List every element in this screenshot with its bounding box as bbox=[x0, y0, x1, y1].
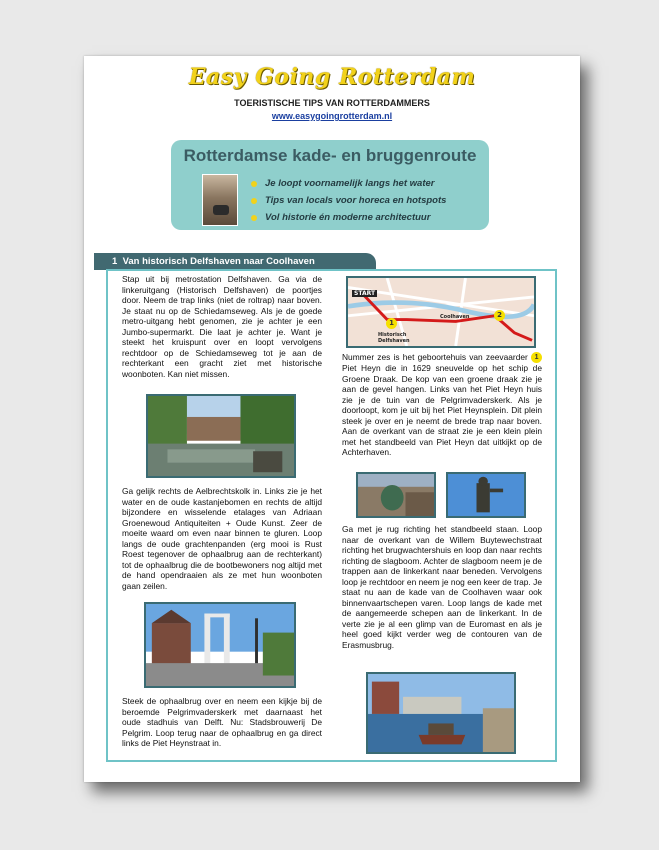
route-bullet-text: Je loopt voornamelijk langs het water bbox=[265, 178, 435, 189]
paragraph-3: Steek de ophaalbrug over en neem een kijkje bij de beroemde Pelgrimvaderskerk met daarnaast het oude stadhuis van Delft. Nu: Stadsbrouwerij De Pelgrim. Loop terug naar de ophaalbrug en ga direct links de Piet Heynstraat in. bbox=[122, 696, 322, 748]
drawbridge-photo-image bbox=[146, 604, 294, 686]
route-map-image bbox=[348, 278, 534, 346]
map-label-coolhaven: Coolhaven bbox=[440, 314, 470, 320]
route-bullet-text: Vol historie én moderne architectuur bbox=[265, 212, 431, 223]
route-title: Rotterdamse kade- en bruggenroute bbox=[183, 146, 477, 165]
paragraph-4-lead: Nummer zes is het geboortehuis van zeevaarder bbox=[342, 352, 528, 362]
section-number: 1 bbox=[112, 256, 118, 267]
section-title: Van historisch Delfshaven naar Coolhaven bbox=[122, 256, 315, 267]
route-bullets bbox=[251, 175, 487, 226]
canal-photo-image bbox=[148, 396, 294, 476]
tagline: TOERISTISCHE TIPS VAN ROTTERDAMMERS bbox=[234, 98, 430, 108]
paragraph-4-body: Piet Heyn die in 1629 sneuvelde op het schip de Groene Draak. De kop van een groene draak zie je aan de gevel hangen. Links van het Piet Heyn huis zie je de tuin van de Pelgrimvaderskerk. Als je doorloopt, kom je uit bij het Piet Heynsplein. Dit plein steek je over en je neemt de brede trap naar boven. Aan de overkant van de straat zie je een klein plein met het standbeeld van Piet Heyn dat uitkijkt op de Achterhaven. bbox=[342, 363, 542, 458]
shoe-shape bbox=[213, 205, 229, 215]
map-start-label: START bbox=[354, 290, 376, 297]
paragraph-5: Ga met je rug richting het standbeeld staan. Loop naar de overkant van de Willem Buytewechstraat richting het brugwachtershuis en loop dan naar rechts richting de slagboom. Achter de slagboom neem je de trappen aan de linkerkant naar beneden. Vervolgens loop je rechtdoor en neem je nog een keer de trap. Je staat nu aan de kade van de Coolhaven waar ook binnenvaartschepen varen. Loop langs de kade met de aangemeerde schepen aan de linkerkant. In de verte zie je al een glimp van de Euromast en als je heel goed kijkt verder weg de contouren van de Erasmusbrug. bbox=[342, 524, 542, 650]
document-page bbox=[84, 56, 580, 782]
route-bullet bbox=[251, 175, 487, 192]
statue-detail-photo bbox=[356, 472, 436, 518]
statue-detail-image bbox=[358, 474, 434, 516]
piet-heyn-statue-image bbox=[448, 474, 524, 516]
section-header bbox=[94, 253, 376, 270]
website-link[interactable]: www.easygoingrotterdam.nl bbox=[271, 111, 393, 121]
map-marker-2: 2 bbox=[494, 310, 505, 321]
route-bullet bbox=[251, 209, 487, 226]
paragraph-4 bbox=[342, 352, 542, 458]
paragraph-1: Stap uit bij metrostation Delfshaven. Ga via de linkeruitgang (Historisch Delfshaven) de poortjes door. Neem de trap links (niet de roltrap) naar boven. Je staat nu op de Schiedamseweg. Als je de goede metro-uitgang hebt genomen, zie je achter je een Jumbo-supermarkt. Die laat je achter je. Want je steekt het kruispunt over en loopt vervolgens rechtdoor op de Schiedamseweg tot je aan de rechterkant een gracht ziet met historische woonboten. Kan niet missen. bbox=[122, 274, 322, 379]
bullet-dot-icon bbox=[251, 181, 257, 187]
coolhaven-boat-image bbox=[368, 674, 514, 752]
piet-heyn-statue-photo bbox=[446, 472, 526, 518]
map-marker-1: 1 bbox=[386, 318, 397, 329]
bullet-dot-icon bbox=[251, 215, 257, 221]
paragraph-2: Ga gelijk rechts de Aelbrechtskolk in. Links zie je het water en de oude kastanjebomen en rechts de altijd bijzondere en wisselende etalages van Adriaan Groenewoud Antiquiteiten + Oude Kunst. Zeer de moeite waard om even naar binnen te gluren. Loop langs de oude grachtenpanden (erg mooi is Rust Roest tegenover de ophaalbrug aan de rechterkant) tot de ophaalbrug die de bootbewoners nog altijd met de hand opendraaien als ze met hun woonboten gaan zeilen. bbox=[122, 486, 322, 591]
map-label-delfshaven: Historisch Delfshaven bbox=[378, 332, 410, 344]
walking-feet-photo bbox=[202, 174, 238, 226]
brand-title: Easy Going Rotterdam bbox=[188, 64, 476, 90]
route-bullet bbox=[251, 192, 487, 209]
route-marker-1-badge: 1 bbox=[531, 352, 542, 363]
route-summary-box bbox=[171, 140, 489, 230]
route-bullet-text: Tips van locals voor horeca en hotspots bbox=[265, 195, 447, 206]
bullet-dot-icon bbox=[251, 198, 257, 204]
route-map bbox=[346, 276, 536, 348]
coolhaven-boat-photo bbox=[366, 672, 516, 754]
canal-photo bbox=[146, 394, 296, 478]
drawbridge-photo bbox=[144, 602, 296, 688]
